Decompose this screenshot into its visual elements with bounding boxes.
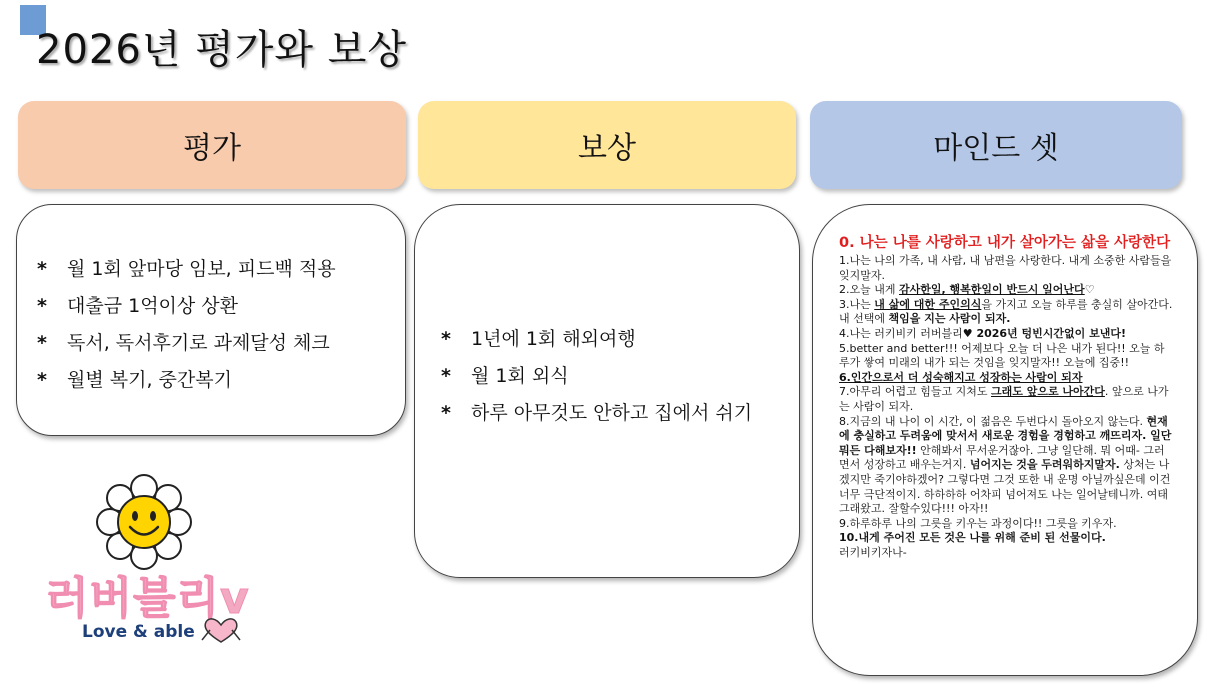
list-item: * 월별 복기, 중간복기 xyxy=(33,362,395,399)
mindset-box xyxy=(812,204,1198,676)
evaluation-box xyxy=(16,204,406,436)
header-reward: 보상 xyxy=(418,101,796,189)
evaluation-list xyxy=(33,251,395,399)
mindset-line-1: 1.나는 나의 가족, 내 사람, 내 남편을 사랑한다. 내게 소중한 사람들을 잊지말자. xyxy=(839,254,1172,282)
list-item: * 월 1회 외식 xyxy=(437,358,775,395)
list-item: * 월 1회 앞마당 임보, 피드백 적용 xyxy=(33,251,395,288)
list-item: * 대출금 1억이상 상환 xyxy=(33,288,395,325)
logo-text: 러버블리v xyxy=(46,573,250,624)
list-item: * 독서, 독서후기로 과제달성 체크 xyxy=(33,325,395,362)
mindset-line-3: 3.나는 내 삶에 대한 주인의식을 가지고 오늘 하루를 충실히 살아간다. 내 선택에 책임을 지는 사람이 되자. xyxy=(839,297,1173,326)
mindset-line-6: 6.인간으로서 더 성숙해지고 성장하는 사람이 되자 xyxy=(839,370,1083,384)
list-item: * 1년에 1회 해외여행 xyxy=(437,321,775,358)
mindset-line-7: 7.아무리 어렵고 힘들고 지쳐도 그래도 앞으로 나아간다. 앞으로 나가는 사람이 되자. xyxy=(839,385,1169,413)
smiley-flower-icon xyxy=(94,474,194,570)
mindset-line-4: 4.나는 러키비키 러버블리♥ 2026년 텅빈시간없이 보낸다! xyxy=(839,326,1126,340)
mindset-line-11: 러키비키자나- xyxy=(839,545,907,559)
mindset-line-10: 10.내게 주어진 모든 것은 나를 위해 준비 된 선물이다. xyxy=(839,531,1106,545)
header-mindset: 마인드 셋 xyxy=(810,101,1182,189)
reward-list xyxy=(437,321,775,432)
header-evaluation: 평가 xyxy=(18,101,406,189)
logo-subtitle: Love & able xyxy=(82,622,195,642)
heart-hands-icon xyxy=(200,616,242,646)
list-item: * 하루 아무것도 안하고 집에서 쉬기 xyxy=(437,395,775,432)
page-title: 2026년 평가와 보상 xyxy=(36,27,408,73)
mindset-line-9: 9.하루하루 나의 그릇을 키우는 과정이다!! 그릇을 키우자. xyxy=(839,516,1117,530)
logo xyxy=(40,472,280,652)
mindset-title: 0. 나는 나를 사랑하고 내가 살아가는 삶을 사랑한다 xyxy=(839,235,1171,251)
mindset-line-8: 8.지금의 내 나이 이 시간, 이 젊음은 두번다시 돌아오지 않는다. 현재에 충실하고 두려움에 맞서서 새로운 경험을 경험하고 깨뜨리자. 일단 뭐든 다해보자!! 안해봐서 무서운거잖아. 그냥 일단해. 뭐 어때- 그러면서 성장하고 배우는거지. 넘어지는 것을 두려워하지말자. 상처는 나겠지만 죽기야하겠어? 그렇다면 그것 또한 내 운명 아닐까싶은데 이건 너무 극단적이지. 하하하하 어차피 넘어져도 나는 일어날테니까. 여태 그래왔고. 잘할수있다!!! 아자!! xyxy=(839,414,1172,516)
reward-box xyxy=(414,204,800,578)
mindset-line-5: 5.better and better!!! 어제보다 오늘 더 나은 내가 된다!! 오늘 하루가 쌓여 미래의 내가 되는 것임을 잊지말자!! 오늘에 집중!! xyxy=(839,341,1165,370)
mindset-line-2: 2.오늘 내게 감사한일, 행복한일이 반드시 일어난다♡ xyxy=(839,283,1095,297)
